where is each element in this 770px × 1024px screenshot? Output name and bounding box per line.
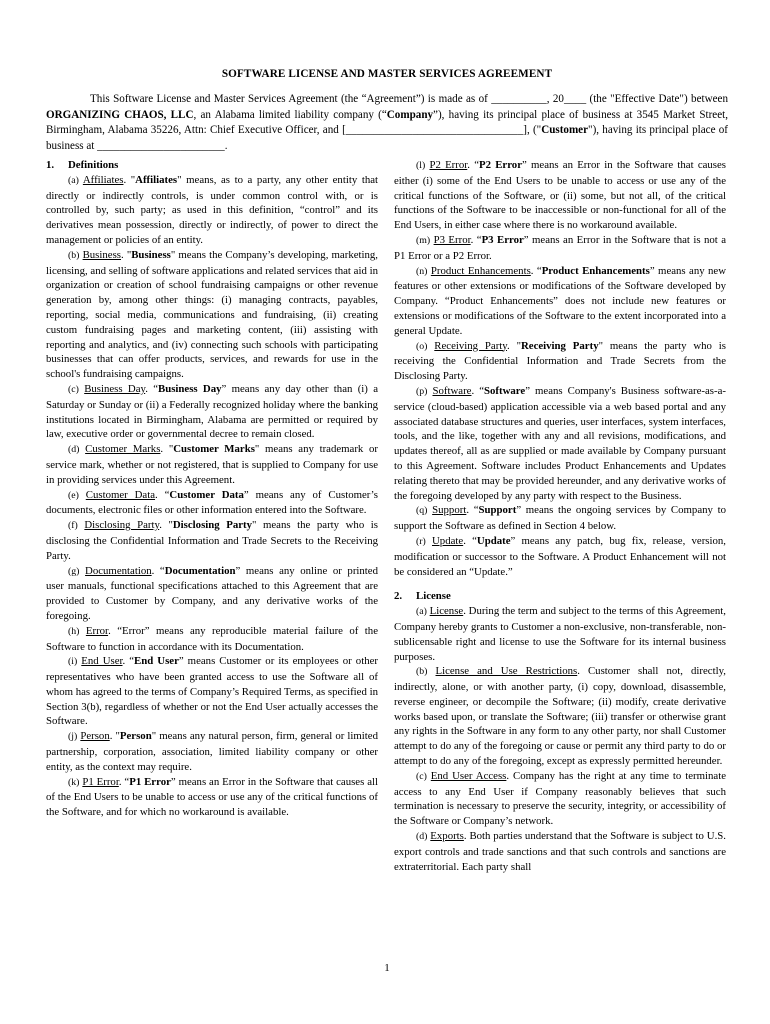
definition-receiving-party: (o) Receiving Party. "Receiving Party" means the party who is receiving the Confidential Information and Trade Secrets from the Disclosing Party. <box>394 339 727 383</box>
definition-product-enhancements: (n) Product Enhancements. “Product Enhancements” means any new features or other extensions or modifications of the Software developed by Company. “Product Enhancements” does not include new features or extensions or modifications of the Software to the extent incorporated into a general Update. <box>394 264 726 337</box>
definition-person: (j) Person. "Person" means any natural person, firm, general or limited partnership, corporation, association, limited liability company or other entity, as the context may require. <box>46 730 378 773</box>
definition-p3-error: (m) P3 Error. “P3 Error” means an Error in the Software that is not a P1 Error or a P2 Error. <box>394 233 726 262</box>
intro-paragraph: This Software License and Master Services Agreement (the “Agreement”) is made as of __________, 20____ (the "Effective Date") between ORGANIZING CHAOS, LLC, an Alabama limited liability company (“Company”), having its principal place of business at 3545 Market Street, Birmingham, Alabama 35226, Attn: Chief Executive Officer, and [________________________________], ("Customer"), having its principal place of business at _______________________. <box>46 93 728 153</box>
license-exports: (d) Exports. Both parties understand that the Software is subject to U.S. export controls and trade sanctions and that such controls and sanctions are extraterritorial. Each party shall <box>394 830 726 873</box>
section-heading-definitions: 1. Definitions <box>46 159 119 171</box>
license-end-user-access: (c) End User Access. Company has the right at any time to terminate access to any End User if Company reasonably believes that such termination is necessary to preserve the security, integrity, or accessibility of the Software or Company’s network. <box>394 769 726 828</box>
definition-documentation: (g) Documentation. “Documentation” means any online or printed user manuals, functional specifications attached to this Agreement that are provided to Customer by Company, and any derivative works of the foregoing. <box>46 564 378 622</box>
definition-business-day: (c) Business Day. “Business Day” means any day other than (i) a Saturday or Sunday or (ii) a Federally recognized holiday where the banking institutions located in Birmingham, Alabama are permitted or required by law, executive order or governmental decree to remain closed. <box>46 382 378 441</box>
company-term: Company <box>386 108 434 121</box>
section-heading-license: 2. License <box>394 590 451 603</box>
definition-software: (p) Software. “Software” means Company's Business software-as-a-service (cloud-based) application accessible via a web based portal and any associated database structures and queries, user interfaces, system interfaces, tools, and the like, together with any and all revisions, modifications, and updates thereof, all as are supplied or made available by Company pursuant to this Agreement. Software includes Product Enhancements and Updates relating thereto that may be provided hereunder, and any derivative works of the foregoing developed by any party with respect to the Business. <box>394 384 726 502</box>
definition-customer-data: (e) Customer Data. “Customer Data” means any of Customer’s documents, electronic files or other information entered into the Software. <box>46 488 378 517</box>
left-column <box>46 158 378 820</box>
definition-business: (b) Business. "Business" means the Company’s developing, marketing, licensing, and selling of software applications and related services that aid in organization or creation of school fundraising campaigns or other revenue generation by, among other things: (i) managing contracts, payables, reporting, social media, communications and fundraising, (ii) creating custom fundraising pages and marketing content, (iii) assisting with reporting and analytics, and (iv) connecting such schools with participating businesses that can offer products, services, and rewards for use in the school's fundraising campaigns. <box>46 248 379 381</box>
document-title: SOFTWARE LICENSE AND MASTER SERVICES AGREEMENT <box>221 68 553 80</box>
right-column <box>394 158 726 874</box>
document-page <box>46 0 728 1024</box>
customer-term: Customer <box>541 124 589 137</box>
definition-end-user: (i) End User. “End User” means Customer or its employees or other representatives who have been granted access to use the Software all of whom has agreed to the terms of Company’s Required Terms, as specified in Section 3(b), regardless of whether or not the End User actually accesses the Software. <box>46 655 378 728</box>
company-name: ORGANIZING CHAOS, LLC <box>46 108 194 121</box>
definition-disclosing-party: (f) Disclosing Party. "Disclosing Party" means the party who is disclosing the Confidential Information and Trade Secrets to the Receiving Party. <box>46 519 378 562</box>
license-restrictions: (b) License and Use Restrictions. Customer shall not, directly, indirectly, alone, or with another party, (i) copy, download, disassemble, reverse engineer, or decompile the Software; (ii) modify, create derivative works based upon, or translate the Software; (iii) transfer or otherwise grant any rights in the Software in any form to any other party, nor shall Customer attempt to do any of the foregoing or cause or permit any third party to do or attempt to do any of the foregoing, except as expressly permitted hereunder. <box>394 665 726 768</box>
definition-p2-error: (l) P2 Error. “P2 Error” means an Error in the Software that causes either (i) some of the End Users to be unable to access or use any of the critical functions of the Software, or (ii) some, but not all, of the critical functions of the Software to be inaccessible or non-functional for all of the End Users, in either case where there is no workaround available. <box>394 159 726 232</box>
definition-error: (h) Error. “Error” means any reproducible material failure of the Software to function in accordance with its Documentation. <box>46 624 378 653</box>
definition-affiliates: (a) Affiliates. "Affiliates" means, as to a party, any other entity that directly or indirectly controls, is under common control with, or is controlled by, such party; as used in this definition, “control” and its derivatives mean possession, directly or indirectly, of power to direct the management or policies of an entity. <box>46 173 379 246</box>
license-grant: (a) License. During the term and subject to the terms of this Agreement, Company hereby grants to Customer a non-exclusive, non-transferable, non-sublicensable right and license to use the Software for its internal business purposes. <box>394 605 726 663</box>
definition-customer-marks: (d) Customer Marks. "Customer Marks" means any trademark or service mark, whether or not registered, that is supplied to Company for use in providing services under this Agreement. <box>46 443 379 486</box>
definition-update: (r) Update. “Update” means any patch, bug fix, release, version, modification or successor to the Software. A Product Enhancement will not be considered an “Update.” <box>394 534 726 578</box>
definition-p1-error: (k) P1 Error. “P1 Error” means an Error in the Software that causes all of the End Users to be unable to access or use any of the critical functions of the Software, and for which no workaround is available. <box>46 775 378 819</box>
definition-support: (q) Support. “Support” means the ongoing services by Company to support the Software as defined in Section 4 below. <box>394 504 726 533</box>
page-number: 1 <box>384 962 390 974</box>
